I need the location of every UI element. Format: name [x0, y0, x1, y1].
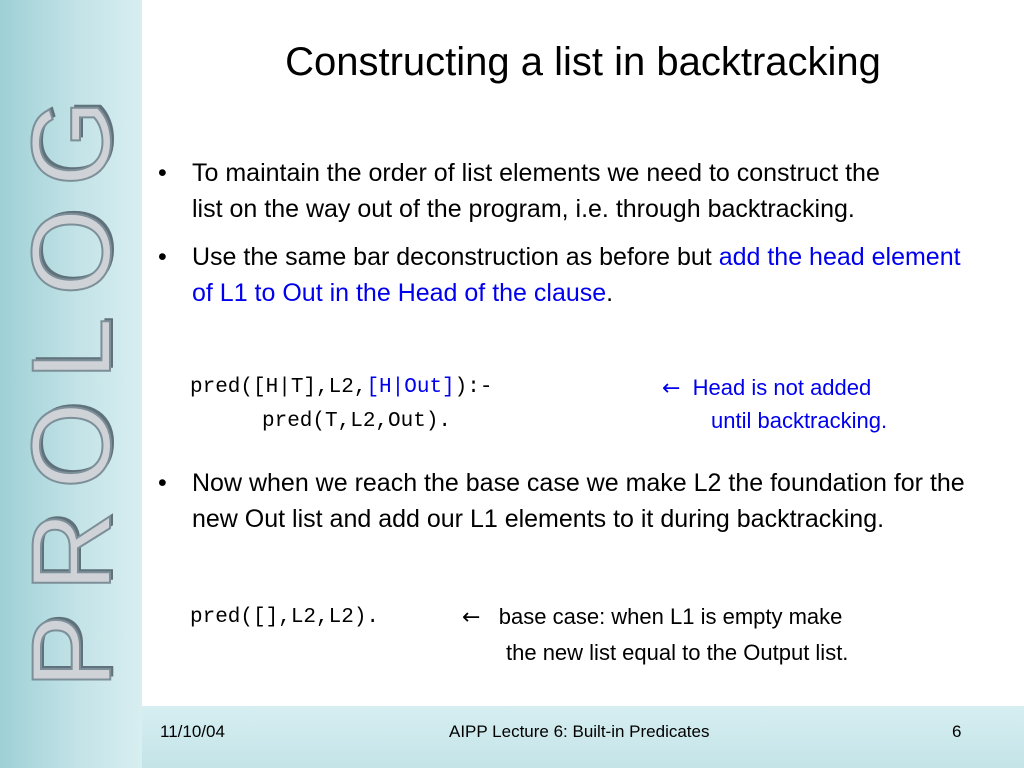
code1-line1-part-a: pred([H|T],L2, [190, 376, 367, 399]
slide-title: Constructing a list in backtracking [285, 40, 881, 84]
code1-note-line2: until backtracking. [711, 408, 888, 433]
prolog-logo-text: PROLOG [9, 77, 134, 689]
code1-note-line1: Head is not added [692, 375, 872, 400]
left-arrow-icon: ← [462, 605, 481, 630]
code2-note-line1: base case: when L1 is empty make [498, 604, 843, 629]
code1-line1-part-b: ):- [454, 376, 493, 399]
code2-note [462, 600, 842, 634]
code1-line2: pred(T,L2,Out). [262, 410, 452, 433]
footer-page-number: 6 [952, 722, 962, 741]
left-arrow-icon: ← [662, 376, 681, 401]
bullet-list-top [158, 155, 978, 311]
sidebar [0, 0, 142, 768]
code2-code: pred([],L2,L2). [190, 606, 380, 629]
bullet-3 [158, 465, 992, 537]
bullet-dot-icon: • [158, 159, 167, 187]
bullet-1-text: To maintain the order of list elements we need to construct the list on the way out of the program, i.e. through backtracking. [192, 159, 880, 223]
bullet-1 [158, 155, 882, 227]
bullet-2-end: . [606, 279, 614, 307]
code1-line1-blue: [H|Out] [366, 376, 455, 399]
bullet-2-highlight: add the head element of L1 to Out in the Head of the clause [192, 243, 961, 307]
bullet-2-text: Use the same bar deconstruction as before but [192, 243, 719, 271]
bullet-dot-icon: • [158, 243, 167, 271]
bullet-2 [158, 239, 982, 311]
footer-date: 11/10/04 [160, 722, 225, 741]
footer-lecture-title: AIPP Lecture 6: Built-in Predicates [449, 722, 710, 741]
code1-line1 [190, 376, 492, 399]
bullet-dot-icon: • [158, 469, 167, 497]
bullet-list-bottom [158, 465, 978, 537]
bullet-3-text: Now when we reach the base case we make L2 the foundation for the new Out list and add our L1 elements to it during backtracking. [192, 469, 965, 533]
code1-note [662, 371, 871, 405]
code2-note-line2: the new list equal to the Output list. [506, 640, 849, 665]
